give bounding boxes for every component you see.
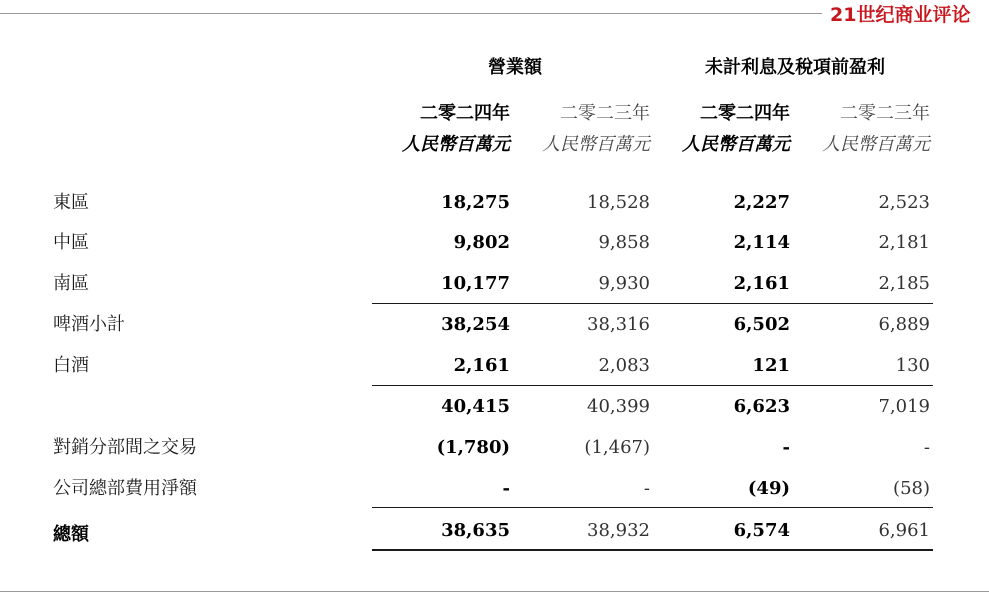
row-label-baijiu: 白酒 [53, 355, 89, 376]
row-label-intersegment: 對銷分部間之交易 [53, 437, 197, 458]
rev-2023-east: 18,528 [587, 192, 650, 213]
rev-2024-intersegment: (1,780) [436, 437, 510, 458]
rev-2023-intersegment: (1,467) [584, 437, 650, 458]
rev-2024-baijiu: 2,161 [453, 355, 510, 376]
top-rule [0, 13, 822, 14]
ebit-2023-beer-subtotal: 6,889 [878, 314, 930, 335]
subtotal-divider-2 [372, 385, 933, 386]
ebit-2023-intersegment: - [923, 437, 930, 458]
rev-2023-beer-subtotal: 38,316 [587, 314, 650, 335]
rev-2023-central: 9,858 [598, 232, 650, 253]
rev-2024-grand-total: 38,635 [441, 520, 510, 541]
ebit-2024-beer-subtotal: 6,502 [733, 314, 790, 335]
rev-2023-hq-expenses: - [643, 478, 650, 499]
row-label-hq-expenses: 公司總部費用淨額 [53, 478, 197, 499]
ebit-2024-baijiu: 121 [752, 355, 790, 376]
ebit-2024-intersegment: - [782, 437, 790, 458]
row-label-central: 中區 [53, 232, 89, 253]
year-rev-2023: 二零二三年 [560, 103, 650, 124]
ebit-2023-central: 2,181 [878, 232, 930, 253]
ebit-2024-south: 2,161 [733, 273, 790, 294]
currency-rev-2024: 人民幣百萬元 [402, 134, 510, 155]
header-ebit: 未計利息及稅項前盈利 [705, 57, 885, 78]
year-ebit-2023: 二零二三年 [840, 103, 930, 124]
ebit-2023-baijiu: 130 [895, 355, 930, 376]
publisher-logo: 21世纪商业评论 [830, 4, 971, 26]
rev-2024-hq-expenses: - [502, 478, 510, 499]
bottom-rule [0, 591, 989, 592]
row-label-east: 東區 [53, 192, 89, 213]
row-label-grand-total: 總額 [53, 524, 89, 545]
ebit-2024-east: 2,227 [733, 192, 790, 213]
ebit-2023-east: 2,523 [878, 192, 930, 213]
year-ebit-2024: 二零二四年 [700, 103, 790, 124]
currency-rev-2023: 人民幣百萬元 [542, 134, 650, 155]
ebit-2023-hq-expenses: (58) [893, 478, 930, 499]
rev-2023-south: 9,930 [598, 273, 650, 294]
header-revenue: 營業額 [488, 57, 542, 78]
row-label-south: 南區 [53, 273, 89, 294]
currency-ebit-2024: 人民幣百萬元 [682, 134, 790, 155]
rev-2023-grand-total: 38,932 [587, 520, 650, 541]
rev-2024-east: 18,275 [441, 192, 510, 213]
rev-2024-south: 10,177 [441, 273, 510, 294]
ebit-2024-grand-total: 6,574 [733, 520, 790, 541]
currency-ebit-2023: 人民幣百萬元 [822, 134, 930, 155]
year-rev-2024: 二零二四年 [420, 103, 510, 124]
rev-2024-segment-total: 40,415 [441, 396, 510, 417]
ebit-2024-hq-expenses: (49) [747, 478, 790, 499]
rev-2023-segment-total: 40,399 [587, 396, 650, 417]
subtotal-divider-1 [372, 303, 933, 304]
ebit-2024-central: 2,114 [733, 232, 790, 253]
ebit-2024-segment-total: 6,623 [733, 396, 790, 417]
grand-total-double-rule [372, 549, 933, 551]
row-label-beer-subtotal: 啤酒小計 [53, 314, 125, 335]
rev-2024-central: 9,802 [453, 232, 510, 253]
rev-2023-baijiu: 2,083 [598, 355, 650, 376]
rev-2024-beer-subtotal: 38,254 [441, 314, 510, 335]
ebit-2023-grand-total: 6,961 [878, 520, 930, 541]
ebit-2023-segment-total: 7,019 [878, 396, 930, 417]
total-divider [372, 507, 933, 508]
ebit-2023-south: 2,185 [878, 273, 930, 294]
